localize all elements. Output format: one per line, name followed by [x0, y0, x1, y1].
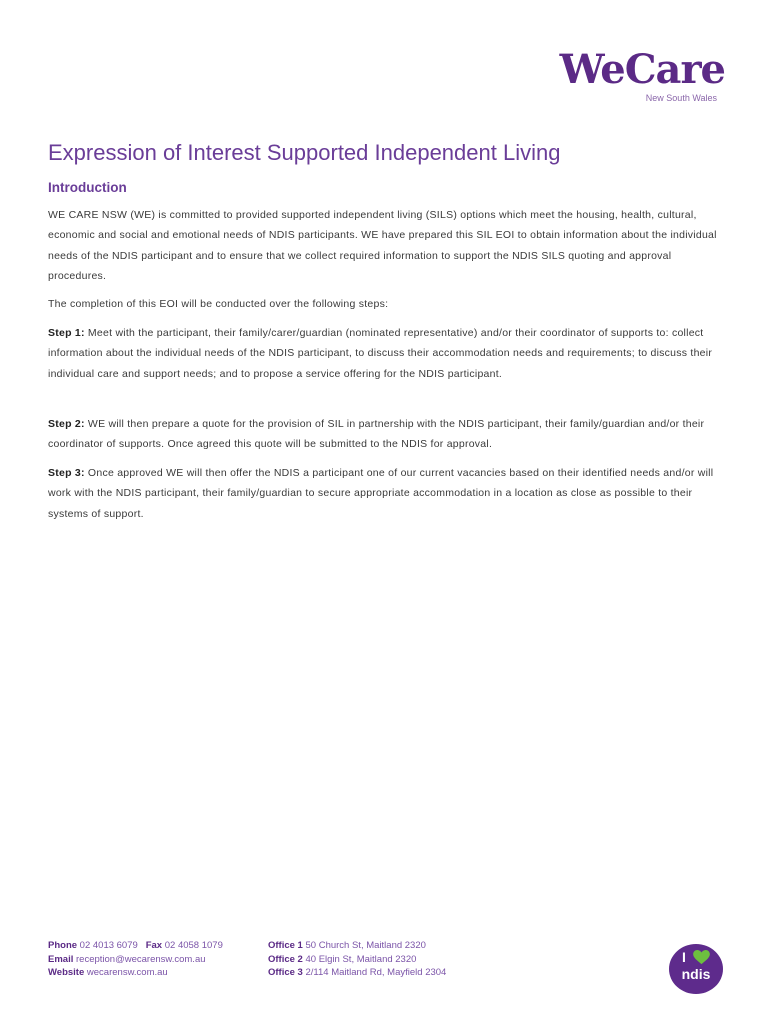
step-1-paragraph — [48, 323, 730, 384]
office-2-line — [268, 953, 446, 967]
wecare-logo — [505, 44, 725, 106]
office-3-address: 2/114 Maitland Rd, Mayfield 2304 — [305, 967, 447, 978]
website-label: Website — [48, 967, 85, 978]
step-1-text: Meet with the participant, their family/carer/guardian (nominated representative) and/or their coordinator of supports to: collect information about the individual needs of the NDIS participant, to discuss their accommodation needs and requirements; to discuss their individual care and support needs; and to propose a service offering for the NDIS participant. — [48, 327, 713, 380]
footer-contact-column — [48, 939, 223, 980]
section-title-introduction: Introduction — [48, 180, 127, 195]
email-link[interactable]: reception@wecarensw.com.au — [76, 953, 206, 965]
footer-website-line — [48, 966, 223, 980]
website-link[interactable]: wecarensw.com.au — [86, 967, 168, 978]
step-2-text: WE will then prepare a quote for the provision of SIL in partnership with the NDIS participant, their family/guardian and/or their coordinator of supports. Once agreed this quote will be submitted to the NDIS for approval. — [48, 418, 705, 451]
heart-icon — [693, 950, 710, 965]
step-3-paragraph — [48, 463, 730, 524]
office-1-label: Office 1 — [268, 940, 303, 951]
step-3-text: Once approved WE will then offer the NDIS a participant one of our current vacancies based on their identified needs and/or will work with the NDIS participant, their family/guardian to secure appropriate accommodation in a location as close as possible to their systems of support. — [48, 467, 714, 520]
fax-label: Fax — [145, 940, 163, 951]
step-3-label: Step 3: — [48, 467, 85, 479]
office-2-label: Office 2 — [268, 953, 303, 965]
footer-email-line — [48, 953, 223, 967]
step-2-label: Step 2: — [48, 418, 85, 430]
document-title: Expression of Interest Supported Independent Living — [48, 140, 561, 165]
logo-subtitle: New South Wales — [645, 93, 717, 103]
step-2-paragraph — [48, 414, 730, 455]
steps-intro-paragraph: The completion of this EOI will be conducted over the following steps: — [48, 298, 389, 310]
ndis-logo-i: I — [682, 949, 686, 965]
office-1-address: 50 Church St, Maitland 2320 — [305, 940, 426, 951]
email-label: Email — [48, 953, 74, 965]
office-3-line — [268, 966, 446, 980]
office-1-line — [268, 939, 446, 953]
office-2-address: 40 Elgin St, Maitland 2320 — [305, 953, 417, 965]
office-3-label: Office 3 — [268, 967, 303, 978]
ndis-logo — [669, 944, 723, 994]
footer-phone-fax-line — [48, 939, 223, 953]
ndis-logo-word: ndis — [681, 966, 711, 982]
fax-number: 02 4058 1079 — [164, 940, 223, 951]
phone-label: Phone — [48, 940, 78, 951]
intro-paragraph: WE CARE NSW (WE) is committed to provided supported independent living (SILS) options which meet the housing, health, cultural, economic and social and emotional needs of NDIS participants. WE have prepared this SIL EOI to obtain information about the individual needs of the NDIS participant and to ensure that we collect required information to support the NDIS SILS quoting and approval procedures. — [48, 209, 717, 283]
footer-offices-column — [268, 939, 446, 980]
step-1-label: Step 1: — [48, 327, 85, 339]
phone-number: 02 4013 6079 — [79, 940, 138, 951]
logo-wordmark: WeCare — [559, 46, 725, 93]
